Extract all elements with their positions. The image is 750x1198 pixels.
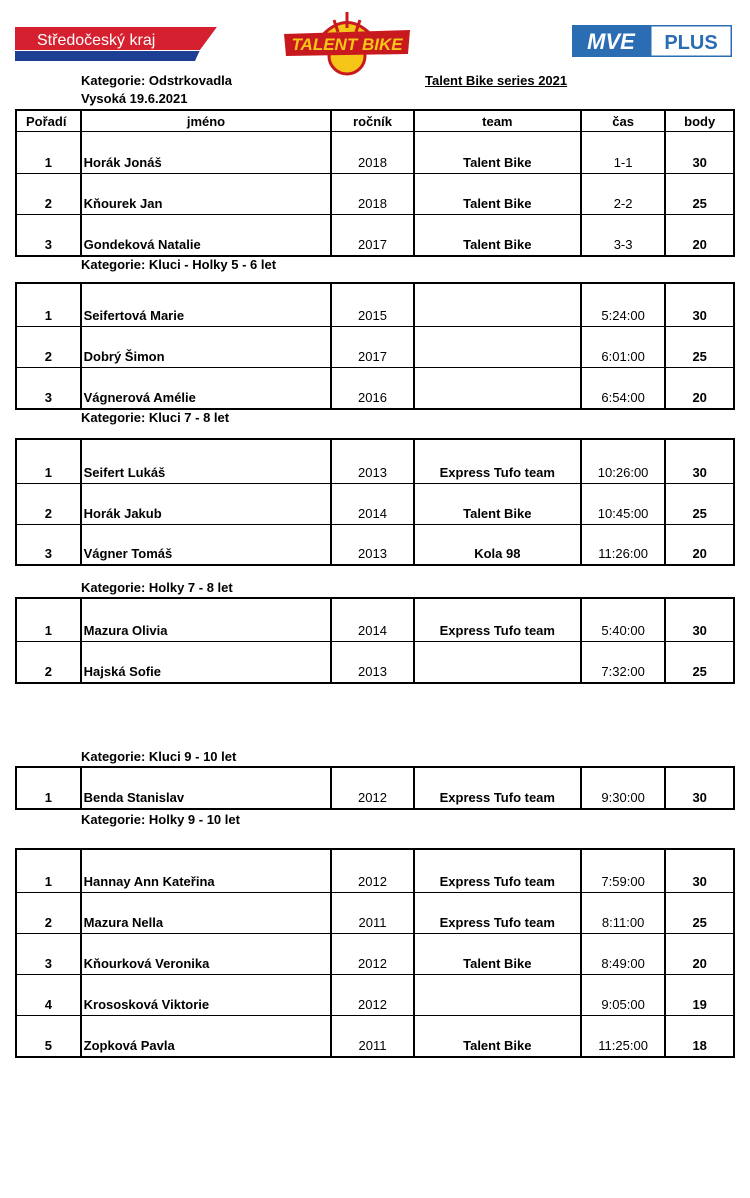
col-header-name: jméno (80, 111, 331, 131)
cell-rank: 2 (44, 349, 52, 364)
cell-team: Express Tufo team (413, 599, 580, 641)
cell-year: 2012 (330, 850, 413, 892)
cell-year: 2013 (330, 642, 413, 682)
table-row (17, 974, 733, 1015)
cell-time: 5:40:00 (580, 599, 665, 641)
cell-rank: 2 (44, 196, 52, 211)
cell-team (413, 642, 580, 682)
cell-rank: 1 (44, 155, 52, 170)
category-title: Kategorie: Kluci 9 - 10 let (81, 749, 237, 764)
cell-year: 2018 (330, 174, 413, 214)
talent-bike-logo (278, 10, 416, 78)
table-row (17, 933, 733, 974)
category-title: Kategorie: Kluci - Holky 5 - 6 let (81, 257, 277, 272)
cell-name: Zopková Pavla (80, 1016, 331, 1056)
table-row (17, 440, 733, 483)
cell-year: 2017 (330, 327, 413, 367)
cell-points: 30 (664, 768, 733, 808)
cell-time: 11:25:00 (580, 1016, 665, 1056)
category-title: Kategorie: Holky 9 - 10 let (81, 812, 240, 827)
cell-year: 2013 (330, 440, 413, 483)
cell-rank: 4 (44, 997, 52, 1012)
cell-name: Horák Jakub (80, 484, 331, 524)
cell-rank: 2 (44, 664, 52, 679)
cell-year: 2011 (330, 893, 413, 933)
cell-name: Mazura Olivia (80, 599, 331, 641)
cell-team (413, 284, 580, 326)
cell-points: 30 (664, 850, 733, 892)
col-header-rank: Pořadí (26, 113, 67, 129)
cell-name: Kňourek Jan (80, 174, 331, 214)
cell-points: 20 (664, 525, 733, 564)
cell-team: Express Tufo team (413, 768, 580, 808)
cell-name: Hajská Sofie (80, 642, 331, 682)
cell-name: Dobrý Šimon (80, 327, 331, 367)
cell-team (413, 368, 580, 408)
cell-year: 2012 (330, 975, 413, 1015)
category-title: Kategorie: Holky 7 - 8 let (81, 580, 233, 595)
cell-name: Benda Stanislav (80, 768, 331, 808)
cell-rank: 3 (44, 546, 52, 561)
cell-team: Talent Bike (413, 174, 580, 214)
col-header-team: team (413, 111, 580, 131)
cell-time: 6:54:00 (580, 368, 665, 408)
cell-rank: 3 (44, 390, 52, 405)
category-title: Kategorie: Kluci 7 - 8 let (81, 410, 230, 425)
results-table-odstrkovadla (15, 109, 735, 257)
cell-time: 2-2 (580, 174, 665, 214)
cell-rank: 1 (44, 623, 52, 638)
plus-text: PLUS (664, 32, 718, 54)
table-row (17, 768, 733, 808)
cell-rank: 1 (44, 308, 52, 323)
cell-rank: 1 (44, 874, 52, 889)
cell-time: 9:30:00 (580, 768, 665, 808)
mve-text: MVE (587, 29, 635, 54)
cell-name: Horák Jonáš (80, 132, 331, 173)
region-logo-text: Středočeský kraj (37, 32, 156, 49)
results-table-boys-7-8 (15, 438, 735, 566)
cell-team: Talent Bike (413, 1016, 580, 1056)
table-row (17, 131, 733, 173)
cell-time: 6:01:00 (580, 327, 665, 367)
cell-points: 20 (664, 368, 733, 408)
cell-time: 10:26:00 (580, 440, 665, 483)
cell-team: Talent Bike (413, 484, 580, 524)
cell-points: 30 (664, 440, 733, 483)
cell-time: 11:26:00 (580, 525, 665, 564)
col-header-year: ročník (330, 111, 413, 131)
table-row (17, 1015, 733, 1056)
cell-time: 8:49:00 (580, 934, 665, 974)
cell-points: 25 (664, 484, 733, 524)
cell-points: 25 (664, 327, 733, 367)
cell-rank: 2 (44, 915, 52, 930)
cell-points: 30 (664, 599, 733, 641)
table-row (17, 599, 733, 641)
cell-name: Kňourková Veronika (80, 934, 331, 974)
cell-year: 2015 (330, 284, 413, 326)
cell-time: 9:05:00 (580, 975, 665, 1015)
stredocesky-kraj-logo (15, 27, 217, 61)
cell-year: 2013 (330, 525, 413, 564)
table-row (17, 483, 733, 524)
cell-year: 2014 (330, 484, 413, 524)
cell-team: Express Tufo team (413, 850, 580, 892)
cell-name: Vágner Tomáš (80, 525, 331, 564)
cell-team: Kola 98 (413, 525, 580, 564)
results-table-boys-9-10 (15, 766, 735, 810)
cell-year: 2012 (330, 934, 413, 974)
results-table-girls-7-8 (15, 597, 735, 684)
cell-time: 10:45:00 (580, 484, 665, 524)
cell-team: Talent Bike (413, 215, 580, 255)
table-row (17, 367, 733, 408)
cell-team: Talent Bike (413, 934, 580, 974)
cell-rank: 5 (44, 1038, 52, 1053)
cell-team (413, 975, 580, 1015)
cell-name: Gondeková Natalie (80, 215, 331, 255)
cell-year: 2014 (330, 599, 413, 641)
cell-points: 19 (664, 975, 733, 1015)
cell-name: Mazura Nella (80, 893, 331, 933)
cell-rank: 1 (44, 465, 52, 480)
results-table-5-6 (15, 282, 735, 410)
cell-team: Express Tufo team (413, 893, 580, 933)
cell-time: 3-3 (580, 215, 665, 255)
mve-plus-logo (572, 25, 732, 57)
col-header-points: body (664, 111, 733, 131)
cell-rank: 1 (44, 790, 52, 805)
col-header-time: čas (580, 111, 665, 131)
cell-rank: 2 (44, 506, 52, 521)
table-row (17, 641, 733, 682)
cell-points: 30 (664, 132, 733, 173)
cell-time: 7:32:00 (580, 642, 665, 682)
category-heading: Kategorie: Odstrkovadla (81, 73, 232, 88)
cell-points: 18 (664, 1016, 733, 1056)
cell-name: Vágnerová Amélie (80, 368, 331, 408)
cell-rank: 3 (44, 956, 52, 971)
cell-points: 30 (664, 284, 733, 326)
table-row (17, 326, 733, 367)
table-row (17, 892, 733, 933)
cell-team: Express Tufo team (413, 440, 580, 483)
table-row (17, 284, 733, 326)
talent-bike-logo-text: TALENT BIKE (291, 35, 403, 54)
table-row (17, 173, 733, 214)
table-row (17, 850, 733, 892)
series-title: Talent Bike series 2021 (425, 73, 568, 88)
cell-name: Seifert Lukáš (80, 440, 331, 483)
place-date: Vysoká 19.6.2021 (81, 91, 188, 106)
cell-name: Seifertová Marie (80, 284, 331, 326)
cell-points: 25 (664, 893, 733, 933)
table-row (17, 214, 733, 255)
cell-points: 25 (664, 642, 733, 682)
cell-year: 2012 (330, 768, 413, 808)
cell-rank: 3 (44, 237, 52, 252)
cell-time: 8:11:00 (580, 893, 665, 933)
cell-name: Hannay Ann Kateřina (80, 850, 331, 892)
cell-name: Krososková Viktorie (80, 975, 331, 1015)
cell-team (413, 327, 580, 367)
results-table-girls-9-10 (15, 848, 735, 1058)
cell-team: Talent Bike (413, 132, 580, 173)
cell-year: 2016 (330, 368, 413, 408)
cell-year: 2018 (330, 132, 413, 173)
cell-year: 2011 (330, 1016, 413, 1056)
cell-time: 7:59:00 (580, 850, 665, 892)
cell-points: 20 (664, 215, 733, 255)
cell-points: 25 (664, 174, 733, 214)
cell-time: 1-1 (580, 132, 665, 173)
table-row (17, 524, 733, 564)
cell-time: 5:24:00 (580, 284, 665, 326)
cell-year: 2017 (330, 215, 413, 255)
table-header-row (17, 111, 733, 131)
cell-points: 20 (664, 934, 733, 974)
